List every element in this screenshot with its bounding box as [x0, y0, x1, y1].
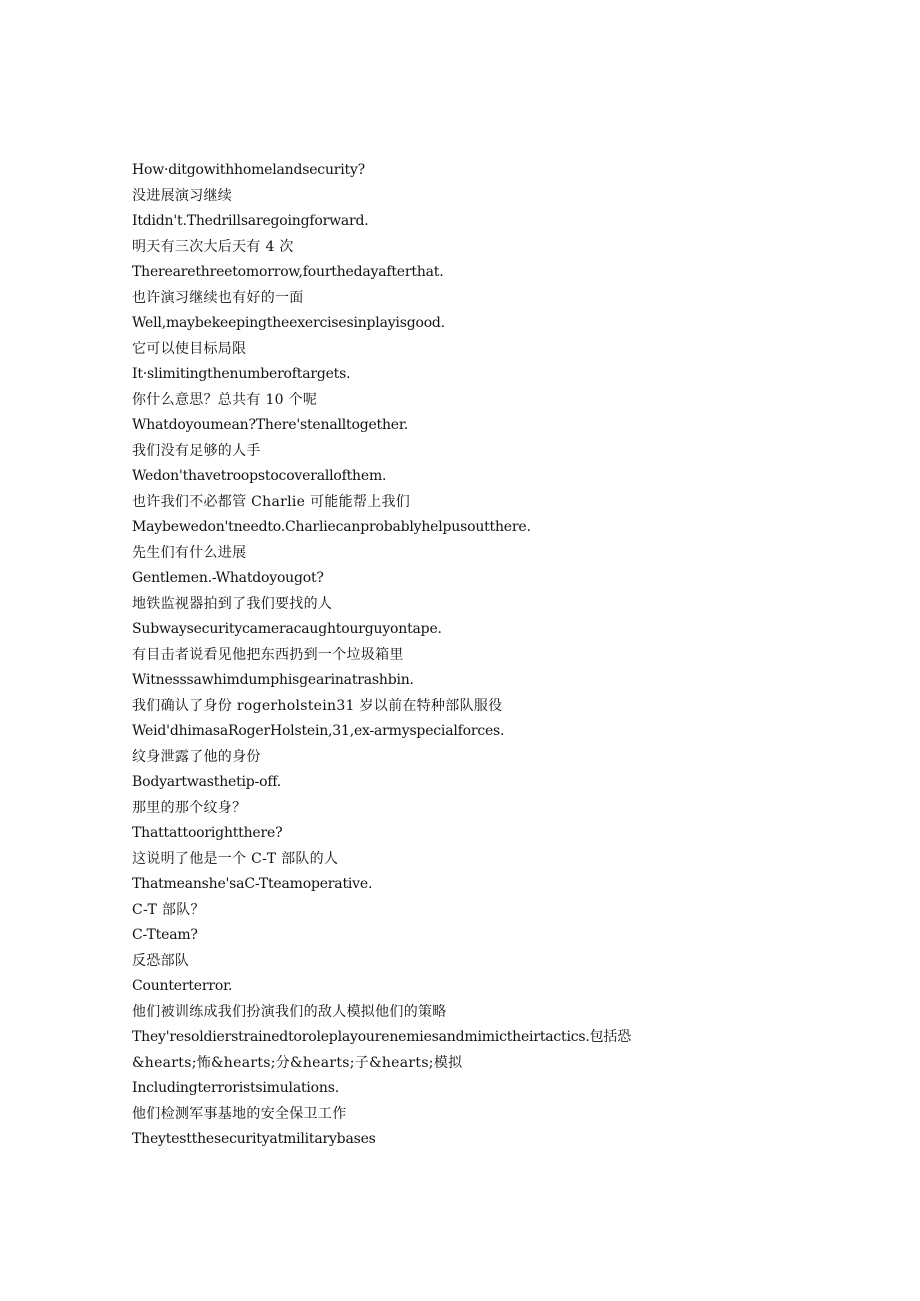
chinese-subtitle-line: 也许我们不必都管 Charlie 可能能帮上我们: [132, 493, 411, 510]
english-subtitle-line: Bodyartwasthetip-off.: [132, 774, 282, 790]
chinese-subtitle-line: 你什么意思？总共有 10 个呢: [132, 391, 318, 408]
english-subtitle-line: Maybewedon'tneedto.Charliecanprobablyhelpusoutthere.: [132, 519, 531, 535]
english-subtitle-line: C-Tteam?: [132, 927, 198, 943]
english-subtitle-line: Itdidn't.Thedrillsaregoingforward.: [132, 213, 369, 229]
english-subtitle-line: Thattattoorightthere?: [132, 825, 283, 841]
english-subtitle-line: Whatdoyoumean?There'stenalltogether.: [132, 417, 409, 433]
english-subtitle-line: It·slimitingthenumberoftargets.: [132, 366, 351, 382]
chinese-subtitle-line: 他们被训练成我们扮演我们的敌人模拟他们的策略: [132, 1003, 447, 1020]
english-subtitle-line: Gentlemen.-Whatdoyougot?: [132, 570, 324, 586]
chinese-subtitle-line: 这说明了他是一个 C-T 部队的人: [132, 850, 339, 867]
chinese-subtitle-line: 先生们有什么进展: [132, 544, 247, 561]
transcript-body: [132, 158, 852, 1153]
english-subtitle-line: Weid'dhimasaRogerHolstein,31,ex-armyspecialforces.: [132, 723, 505, 739]
chinese-subtitle-line: 他们检测军事基地的安全保卫工作: [132, 1105, 347, 1122]
english-subtitle-line: Thatmeanshe'saC-Tteamoperative.: [132, 876, 373, 892]
chinese-subtitle-line: 我们没有足够的人手: [132, 442, 261, 459]
english-subtitle-line: Well,maybekeepingtheexercisesinplayisgood.: [132, 315, 445, 331]
chinese-subtitle-line: 没进展演习继续: [132, 187, 233, 204]
english-subtitle-line: How·ditgowithhomelandsecurity?: [132, 162, 365, 178]
english-subtitle-line: Includingterroristsimulations.: [132, 1080, 339, 1096]
chinese-subtitle-line: 有目击者说看见他把东西扔到一个垃圾箱里: [132, 646, 404, 663]
chinese-subtitle-line: 地铁监视器拍到了我们要找的人: [132, 595, 333, 612]
english-subtitle-line: Witnesssawhimdumphisgearinatrashbin.: [132, 672, 414, 688]
chinese-subtitle-line: 明天有三次大后天有 4 次: [132, 238, 294, 255]
chinese-subtitle-line: 我们确认了身份 rogerholstein31 岁以前在特种部队服役: [132, 697, 503, 714]
chinese-subtitle-line: 那里的那个纹身？: [132, 799, 247, 816]
english-subtitle-line: Counterterror.: [132, 978, 233, 994]
chinese-subtitle-line: 反恐部队: [132, 952, 190, 969]
chinese-subtitle-line: 也许演习继续也有好的一面: [132, 289, 304, 306]
english-subtitle-line: Wedon'thavetroopstocoverallofthem.: [132, 468, 387, 484]
english-subtitle-line: They'resoldierstrainedtoroleplayourenemiesandmimictheirtactics.包括恐: [132, 1029, 632, 1045]
english-subtitle-line: Therearethreetomorrow,fourthedayafterthat.: [132, 264, 444, 280]
chinese-subtitle-line: 它可以使目标局限: [132, 340, 247, 357]
english-subtitle-line: Subwaysecuritycameracaughtourguyontape.: [132, 621, 442, 637]
chinese-subtitle-line: &hearts;怖&hearts;分&hearts;子&hearts;模拟: [132, 1054, 463, 1071]
english-subtitle-line: Theytestthesecurityatmilitarybases: [132, 1131, 376, 1147]
chinese-subtitle-line: C-T 部队？: [132, 901, 205, 918]
chinese-subtitle-line: 纹身泄露了他的身份: [132, 748, 261, 765]
